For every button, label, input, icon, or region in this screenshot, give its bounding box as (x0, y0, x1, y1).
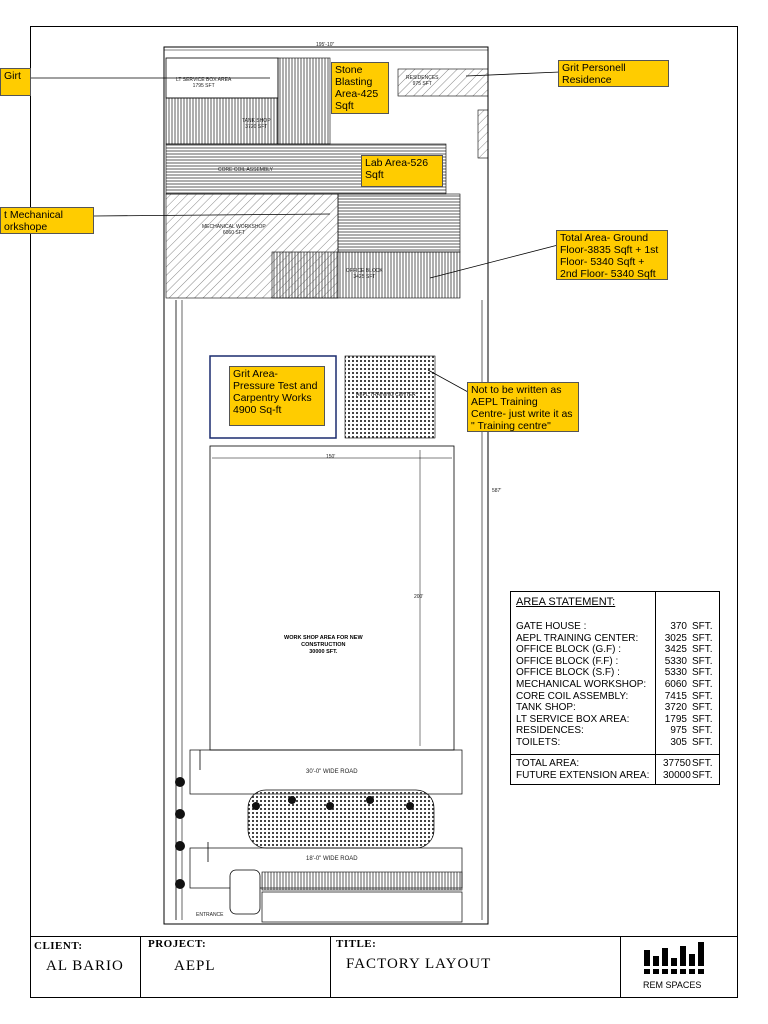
area-row-name: CORE COIL ASSEMBLY: (516, 690, 629, 702)
area-row (516, 667, 716, 679)
area-row-name: OFFICE BLOCK (F.F) : (516, 655, 619, 667)
area-row-name: TANK SHOP: (516, 702, 576, 714)
label-residences: RESIDENCES 975 SFT (406, 75, 439, 87)
area-row-unit: SFT. (692, 679, 713, 690)
label-dim-150: 150' (326, 454, 336, 460)
area-row (516, 644, 716, 656)
tree (175, 809, 185, 819)
area-row-value: 975 (670, 725, 687, 737)
area-row (516, 691, 716, 703)
area-row-unit: SFT. (692, 632, 713, 644)
tree (366, 796, 374, 804)
area-row (516, 714, 716, 726)
area-total-value: 37750 (663, 758, 691, 769)
client-label: CLIENT: (34, 940, 83, 952)
area-row-unit: SFT. (692, 690, 713, 702)
title-block-top-line (30, 936, 738, 937)
toilets-block (478, 110, 488, 158)
area-row (516, 702, 716, 714)
parking-bays (262, 892, 462, 922)
parking-row-1 (262, 872, 462, 890)
area-row-name: MECHANICAL WORKSHOP: (516, 679, 647, 690)
area-row-name: AEPL TRAINING CENTER: (516, 632, 639, 644)
note-personnel-residence: Grit Personell Residence (558, 60, 669, 87)
label-new-workshop: WORK SHOP AREA FOR NEW CONSTRUCTION 30000 SFT. (284, 635, 363, 655)
label-core-coil: CORE COIL ASSEMBLY (218, 167, 274, 173)
area-row-value: 6060 (664, 679, 687, 690)
client-value: AL BARIO (46, 958, 124, 974)
area-row-value: 3720 (664, 702, 687, 714)
area-row-name: TOILETS: (516, 737, 561, 748)
note-total-area: Total Area- Ground Floor-3835 Sqft + 1st Floor- 5340 Sqft + 2nd Floor- 5340 Sqft (556, 230, 668, 280)
area-row-unit: SFT. (692, 655, 713, 667)
area-row (516, 656, 716, 668)
area-statement-title: AREA STATEMENT: (516, 596, 616, 608)
area-total-row (516, 758, 716, 770)
tree (288, 796, 296, 804)
area-row (516, 679, 716, 691)
label-entrance: ENTRANCE (196, 912, 224, 918)
label-road-18: 18'-0" WIDE ROAD (306, 856, 358, 862)
area-row-unit: SFT. (692, 702, 713, 714)
area-row-unit: SFT. (692, 725, 713, 737)
project-value: AEPL (174, 958, 216, 974)
note-grit: Girt (0, 68, 31, 96)
stone-blasting-area (278, 58, 330, 144)
area-total-name: FUTURE EXTENSION AREA: (516, 769, 650, 781)
label-office-block: OFFICE BLOCK 3425 SFT (346, 268, 383, 280)
area-row-unit: SFT. (692, 644, 713, 656)
area-row-value: 3425 (664, 644, 687, 656)
title-block-divider (330, 936, 331, 998)
gate-house (230, 870, 260, 914)
tree (252, 802, 260, 810)
area-total-unit: SFT. (692, 769, 713, 781)
area-row-value: 5330 (664, 667, 687, 679)
title-block-divider (620, 936, 621, 998)
area-row-value: 1795 (664, 713, 687, 725)
note-training-centre: Not to be written as AEPL Training Centre- just write it as " Training centre" (467, 382, 579, 432)
area-total-name: TOTAL AREA: (516, 758, 580, 769)
area-row (516, 621, 716, 633)
lab-area (338, 194, 460, 252)
area-row-value: 3025 (664, 632, 687, 644)
area-row-unit: SFT. (692, 737, 713, 748)
area-row-unit: SFT. (692, 667, 713, 679)
note-lab-area: Lab Area-526 Sqft (361, 155, 443, 187)
label-lt-service: LT SERVICE BOX AREA 1795 SFT (176, 77, 232, 89)
label-road-30: 30'-0" WIDE ROAD (306, 769, 358, 775)
area-row-name: OFFICE BLOCK (G.F) : (516, 644, 622, 656)
title-block-divider (140, 936, 141, 998)
title-value: FACTORY LAYOUT (346, 956, 492, 972)
label-dim-side: 587' (492, 488, 502, 494)
area-row-name: LT SERVICE BOX AREA: (516, 713, 630, 725)
area-row (516, 737, 716, 749)
area-row-value: 7415 (664, 690, 687, 702)
area-row-name: OFFICE BLOCK (S.F) : (516, 667, 620, 679)
label-training-center: AEPL TRAINING CENTER (356, 392, 416, 398)
area-row-value: 5330 (664, 655, 687, 667)
area-row (516, 725, 716, 737)
landscape-island (248, 790, 434, 848)
tree (175, 777, 185, 787)
area-row-name: RESIDENCES: (516, 725, 584, 737)
title-label: TITLE: (336, 938, 377, 950)
area-total-unit: SFT. (692, 758, 713, 769)
area-row (516, 633, 716, 645)
label-tank-shop: TANK SHOP 3720 SFT (242, 118, 271, 130)
note-pressure-test: Grit Area- Pressure Test and Carpentry Works 4900 Sq-ft (229, 366, 325, 426)
tree (406, 802, 414, 810)
area-row-value: 370 (670, 621, 687, 632)
note-mech-workshop: t Mechanical orkshope (0, 207, 94, 234)
note-stone-blasting: Stone Blasting Area-425 Sqft (331, 62, 389, 114)
area-row-name: GATE HOUSE : (516, 621, 587, 632)
rem-spaces-logo (640, 940, 712, 978)
label-dim-200: 200' (414, 594, 424, 600)
area-row-value: 305 (670, 737, 687, 748)
company-name: REM SPACES (643, 980, 702, 990)
tree (175, 879, 185, 889)
area-row-unit: SFT. (692, 713, 713, 725)
tree (175, 841, 185, 851)
label-dim-top: 195'-10" (316, 42, 335, 48)
area-row-unit: SFT. (692, 621, 713, 632)
project-label: PROJECT: (148, 938, 207, 950)
area-statement-table (510, 591, 720, 785)
area-total-row (516, 770, 716, 782)
tree (326, 802, 334, 810)
label-mech-workshop: MECHANICAL WORKSHOP 6060 SFT (202, 224, 266, 236)
area-total-value: 30000 (663, 769, 691, 781)
